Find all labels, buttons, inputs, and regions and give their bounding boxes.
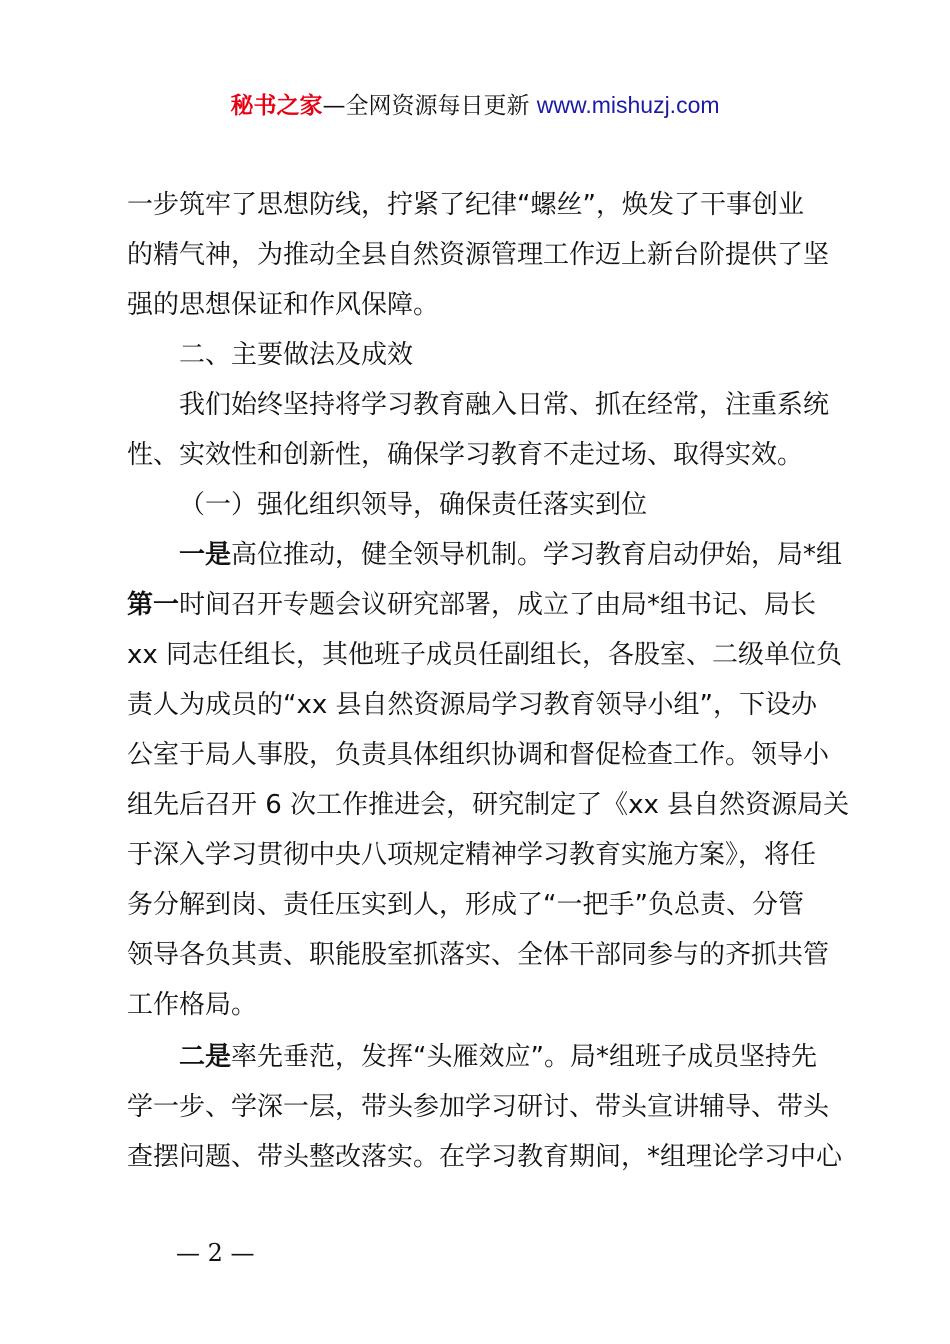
line-text: 查摆问题、带头整改落实。在学习教育期间，*组理论学习中心 [127,1142,843,1172]
document-body [127,180,850,1182]
line-text: 领导各负其责、职能股室抓落实、全体干部同参与的齐抓共管 [127,940,830,970]
text-line [127,930,834,980]
line-text: 二、主要做法及成效 [179,340,414,370]
line-text: （一）强化组织领导，确保责任落实到位 [179,490,648,520]
site-url-link[interactable]: www.mishuzj.com [536,92,720,118]
text-line [127,430,834,480]
text-line [127,480,834,530]
text-line [127,1032,834,1082]
text-line [127,230,834,280]
line-text: 公室于局人事股，负责具体组织协调和督促检查工作。领导小 [127,740,830,770]
line-text: 务分解到岗、责任压实到人，形成了“一把手”负总责、分管 [127,890,804,920]
text-line [127,280,834,330]
page-number: — 2 — [176,1239,255,1267]
brand-name: 秘书之家 [230,93,323,119]
line-text: 的精气神，为推动全县自然资源管理工作迈上新台阶提供了坚 [127,240,830,270]
text-line [127,980,834,1030]
line-text: 工作格局。 [127,990,258,1020]
text-line [127,180,834,230]
text-line [127,680,834,730]
text-line [127,780,850,830]
text-line [127,1082,834,1132]
header-tagline: —全网资源每日更新 [322,93,530,119]
page-header [0,88,950,123]
text-line [127,880,834,930]
line-text: 学一步、学深一层，带头参加学习研讨、带头宣讲辅导、带头 [127,1092,830,1122]
line-text: 性、实效性和创新性，确保学习教育不走过场、取得实效。 [127,440,804,470]
text-line [127,1132,843,1182]
text-line [127,380,834,430]
line-text: 责人为成员的“xx 县自然资源局学习教育领导小组”，下设办 [127,690,817,720]
text-line [127,730,834,780]
text-line [127,580,834,630]
line-text: xx 同志任组长，其他班子成员任副组长，各股室、二级单位负 [127,640,843,670]
bold-lead: 第一 [127,590,180,620]
line-text: 于深入学习贯彻中央八项规定精神学习教育实施方案》，将任 [127,840,817,870]
text-line [127,330,834,380]
line-text: 率先垂范，发挥“头雁效应”。局*组班子成员坚持先 [231,1042,817,1072]
bold-lead: 一是 [179,540,232,570]
text-line [127,530,843,580]
line-text: 一步筑牢了思想防线，拧紧了纪律“螺丝”，焕发了干事创业 [127,190,804,220]
bold-lead: 二是 [179,1042,232,1072]
line-text: 强的思想保证和作风保障。 [127,290,440,320]
line-text: 我们始终坚持将学习教育融入日常、抓在经常，注重系统 [179,390,830,420]
text-line [127,630,843,680]
line-text: 时间召开专题会议研究部署，成立了由局*组书记、局长 [179,590,817,620]
line-text: 高位推动，健全领导机制。学习教育启动伊始，局*组 [231,540,843,570]
text-line [127,830,834,880]
line-text: 组先后召开 6 次工作推进会，研究制定了《xx 县自然资源局关 [127,790,850,820]
